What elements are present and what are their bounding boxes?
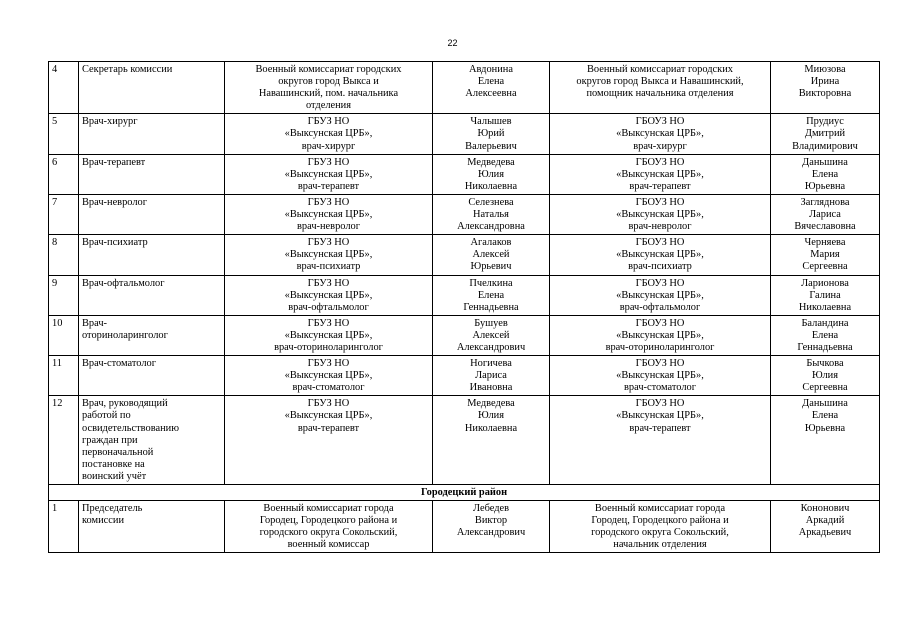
cell-line: Александрович xyxy=(456,341,526,353)
cell-line: Городец, Городецкого района и xyxy=(591,515,729,527)
reserve-organization-cell xyxy=(550,356,771,396)
cell-line: Загляднова xyxy=(800,196,850,208)
cell-line: Елена xyxy=(811,329,839,341)
reserve-member-name-cell xyxy=(771,114,880,154)
cell-line: ГБУЗ НО xyxy=(307,277,350,289)
row-number: 1 xyxy=(49,501,79,553)
main-member-name-cell xyxy=(433,194,550,234)
cell-line: врач-офтальмолог xyxy=(619,301,701,313)
cell-line: Юрьевна xyxy=(804,180,846,192)
cell-line: врач-хирург xyxy=(633,140,687,152)
cell-line: «Выксунская ЦРБ», xyxy=(284,209,373,221)
cell-line: врач-хирург xyxy=(301,140,356,152)
cell-line: Даньшина xyxy=(802,398,848,410)
row-number: 6 xyxy=(49,154,79,194)
main-organization-cell xyxy=(225,62,433,114)
cell-line: Елена xyxy=(477,289,505,301)
main-organization-cell xyxy=(225,275,433,315)
table-row xyxy=(49,356,880,396)
cell-line: Елена xyxy=(811,168,839,180)
cell-line: военный комиссар xyxy=(287,539,370,551)
cell-line: ГБОУЗ НО xyxy=(635,277,685,289)
cell-line: «Выксунская ЦРБ», xyxy=(616,168,704,180)
cell-line: Военный комиссариат городских xyxy=(255,64,402,75)
cell-line: Медведева xyxy=(467,398,515,410)
reserve-member-name-cell xyxy=(771,396,880,485)
cell-line: Елена xyxy=(811,410,839,422)
cell-line: Александровна xyxy=(457,221,525,233)
cell-line: Юлия xyxy=(477,168,505,180)
main-organization-cell xyxy=(225,315,433,355)
cell-line: Прудиус xyxy=(806,116,844,128)
cell-line: ГБУЗ НО xyxy=(307,237,350,249)
cell-line: Вячеславовна xyxy=(794,221,856,233)
row-number: 12 xyxy=(49,396,79,485)
cell-line: Селезнева xyxy=(468,196,514,208)
cell-line: ГБУЗ НО xyxy=(307,398,350,410)
cell-line: «Выксунская ЦРБ», xyxy=(616,289,704,301)
cell-line: врач-невролог xyxy=(297,221,360,233)
main-organization-cell xyxy=(225,235,433,275)
main-organization-cell xyxy=(225,114,433,154)
cell-line: «Выксунская ЦРБ», xyxy=(284,249,373,261)
cell-line: оториноларинголог xyxy=(82,329,168,341)
main-organization-cell xyxy=(225,194,433,234)
table-row xyxy=(49,501,880,553)
cell-line: комиссии xyxy=(82,515,124,527)
cell-line: Военный комиссариат города xyxy=(263,503,394,515)
cell-line: «Выксунская ЦРБ», xyxy=(616,370,704,382)
cell-line: врач-терапевт xyxy=(297,180,360,192)
cell-line: Навашинский, пом. начальника xyxy=(258,88,399,100)
role-cell xyxy=(79,154,225,194)
cell-line: Ивановна xyxy=(469,382,513,394)
cell-line: Секретарь комиссии xyxy=(82,64,173,75)
row-number: 7 xyxy=(49,194,79,234)
cell-line: Агалаков xyxy=(470,237,512,249)
cell-line: Александрович xyxy=(456,527,526,539)
cell-line: ГБУЗ НО xyxy=(307,358,350,370)
reserve-member-name-cell xyxy=(771,501,880,553)
cell-line: Геннадьевна xyxy=(463,301,519,313)
cell-line: Бушуев xyxy=(474,317,508,329)
cell-line: «Выксунская ЦРБ», xyxy=(616,249,704,261)
cell-line: ГБУЗ НО xyxy=(307,317,350,329)
reserve-member-name-cell xyxy=(771,235,880,275)
role-cell xyxy=(79,62,225,114)
main-member-name-cell xyxy=(433,275,550,315)
main-organization-cell xyxy=(225,396,433,485)
cell-line: Юлия xyxy=(811,370,839,382)
reserve-organization-cell xyxy=(550,235,771,275)
cell-line: врач-оториноларинголог xyxy=(274,341,383,353)
cell-line: Николаевна xyxy=(798,301,852,313)
cell-line: Мария xyxy=(810,249,840,261)
cell-line: отделения xyxy=(305,100,352,112)
cell-line: врач-психиатр xyxy=(628,261,692,273)
cell-line: врач-психиатр xyxy=(296,261,361,273)
cell-line: Юрьевич xyxy=(470,261,512,273)
cell-line: ГБОУЗ НО xyxy=(635,398,685,410)
cell-line: Лебедев xyxy=(472,503,510,515)
role-cell xyxy=(79,194,225,234)
cell-line: Николаевна xyxy=(464,422,518,434)
reserve-member-name-cell xyxy=(771,154,880,194)
reserve-member-name-cell xyxy=(771,62,880,114)
cell-line: «Выксунская ЦРБ», xyxy=(284,329,373,341)
role-cell xyxy=(79,235,225,275)
cell-line: Баландина xyxy=(801,317,849,329)
cell-line: Военный комиссариат города xyxy=(594,503,726,515)
cell-line: Алексей xyxy=(472,249,510,261)
commission-table xyxy=(48,61,880,553)
cell-line: врач-офтальмолог xyxy=(288,301,369,313)
reserve-organization-cell xyxy=(550,62,771,114)
cell-line: Чалышев xyxy=(470,116,512,128)
reserve-member-name-cell xyxy=(771,194,880,234)
cell-line: Аркадьевич xyxy=(798,527,852,539)
cell-line: Врач-невролог xyxy=(82,196,147,208)
cell-line: Наталья xyxy=(473,209,509,221)
cell-line: врач-терапевт xyxy=(297,422,360,434)
cell-line: врач-стоматолог xyxy=(292,382,365,394)
cell-line: граждан при xyxy=(82,434,138,446)
cell-line: «Выксунская ЦРБ», xyxy=(284,289,373,301)
cell-line: врач-терапевт xyxy=(629,422,691,434)
main-member-name-cell xyxy=(433,396,550,485)
cell-line: ГБУЗ НО xyxy=(307,196,350,208)
cell-line: Сергеевна xyxy=(802,261,848,273)
cell-line: врач-стоматолог xyxy=(624,382,696,394)
reserve-member-name-cell xyxy=(771,275,880,315)
cell-line: Авдонина xyxy=(469,64,513,75)
table-row xyxy=(49,114,880,154)
cell-line: ГБУЗ НО xyxy=(307,116,350,128)
row-number: 5 xyxy=(49,114,79,154)
role-cell xyxy=(79,501,225,553)
cell-line: Виктор xyxy=(474,515,508,527)
cell-line: Врач-офтальмолог xyxy=(82,277,165,289)
cell-line: Пчелкина xyxy=(469,277,513,289)
cell-line: ГБОУЗ НО xyxy=(635,317,685,329)
cell-line: «Выксунская ЦРБ», xyxy=(616,329,704,341)
cell-line: Медведева xyxy=(467,156,515,168)
table-row xyxy=(49,62,880,114)
cell-line: врач-терапевт xyxy=(629,180,691,192)
cell-line: Кононович xyxy=(800,503,850,515)
cell-line: работой по xyxy=(82,410,131,422)
cell-line: «Выксунская ЦРБ», xyxy=(284,370,373,382)
main-organization-cell xyxy=(225,356,433,396)
cell-line: городского округа Сокольский, xyxy=(259,527,398,539)
cell-line: Черняева xyxy=(804,237,846,249)
cell-line: воинский учёт xyxy=(82,470,147,482)
cell-line: Елена xyxy=(477,76,505,88)
cell-line: ГБОУЗ НО xyxy=(635,116,685,128)
cell-line: «Выксунская ЦРБ», xyxy=(284,410,373,422)
cell-line: Военный комиссариат городских xyxy=(587,64,733,75)
main-member-name-cell xyxy=(433,154,550,194)
role-cell xyxy=(79,356,225,396)
row-number: 11 xyxy=(49,356,79,396)
reserve-organization-cell xyxy=(550,275,771,315)
cell-line: ГБОУЗ НО xyxy=(635,196,685,208)
reserve-organization-cell xyxy=(550,396,771,485)
main-member-name-cell xyxy=(433,235,550,275)
commission-table-body xyxy=(49,62,880,553)
cell-line: Ларионова xyxy=(801,277,849,289)
cell-line: округов город Выкса и Навашинский, xyxy=(576,76,744,88)
cell-line: освидетельствованию xyxy=(82,422,179,434)
reserve-organization-cell xyxy=(550,194,771,234)
role-cell xyxy=(79,114,225,154)
cell-line: Николаевна xyxy=(464,180,518,192)
cell-line: Дмитрий xyxy=(804,128,846,140)
cell-line: Бычкова xyxy=(806,358,844,370)
cell-line: Врач- xyxy=(82,317,108,329)
main-member-name-cell xyxy=(433,356,550,396)
page-number: 22 xyxy=(447,38,458,48)
role-cell xyxy=(79,315,225,355)
cell-line: ГБУЗ НО xyxy=(307,156,350,168)
cell-line: Викторовна xyxy=(798,88,852,100)
cell-line: Юрий xyxy=(477,128,505,140)
table-row xyxy=(49,154,880,194)
cell-line: «Выксунская ЦРБ», xyxy=(284,168,373,180)
table-row xyxy=(49,235,880,275)
main-organization-cell xyxy=(225,501,433,553)
reserve-organization-cell xyxy=(550,154,771,194)
cell-line: Алексеевна xyxy=(465,88,517,100)
reserve-member-name-cell xyxy=(771,315,880,355)
main-member-name-cell xyxy=(433,62,550,114)
cell-line: Миюзова xyxy=(804,64,846,75)
main-organization-cell xyxy=(225,154,433,194)
row-number: 8 xyxy=(49,235,79,275)
cell-line: Городец, Городецкого района и xyxy=(259,515,398,527)
cell-line: постановке на xyxy=(82,458,145,470)
cell-line: «Выксунская ЦРБ», xyxy=(616,410,704,422)
reserve-member-name-cell xyxy=(771,356,880,396)
cell-line: округов город Выкса и xyxy=(278,76,379,88)
region-title: Городецкий район xyxy=(49,485,880,501)
cell-line: «Выксунская ЦРБ», xyxy=(616,209,704,221)
reserve-organization-cell xyxy=(550,114,771,154)
role-cell xyxy=(79,275,225,315)
cell-line: Ирина xyxy=(810,76,840,88)
cell-line: Лариса xyxy=(809,209,841,221)
cell-line: Владимирович xyxy=(792,140,858,152)
cell-line: Юлия xyxy=(477,410,505,422)
cell-line: Аркадий xyxy=(805,515,845,527)
cell-line: городского округа Сокольский, xyxy=(591,527,729,539)
role-cell xyxy=(79,396,225,485)
cell-line: Врач-психиатр xyxy=(82,237,148,249)
main-member-name-cell xyxy=(433,501,550,553)
cell-line: первоначальной xyxy=(82,446,154,458)
cell-line: «Выксунская ЦРБ», xyxy=(616,128,704,140)
table-row xyxy=(49,194,880,234)
main-member-name-cell xyxy=(433,114,550,154)
reserve-organization-cell xyxy=(550,315,771,355)
cell-line: Врач-хирург xyxy=(82,116,138,128)
cell-line: Сергеевна xyxy=(802,382,848,394)
main-member-name-cell xyxy=(433,315,550,355)
cell-line: врач-невролог xyxy=(628,221,692,233)
cell-line: Валерьевич xyxy=(465,140,517,152)
cell-line: ГБОУЗ НО xyxy=(635,358,685,370)
cell-line: Врач-стоматолог xyxy=(82,358,156,370)
cell-line: Врач, руководящий xyxy=(82,398,168,410)
row-number: 4 xyxy=(49,62,79,114)
cell-line: помощник начальника отделения xyxy=(586,88,734,100)
cell-line: Алексей xyxy=(472,329,510,341)
cell-line: Ногичева xyxy=(470,358,512,370)
row-number: 10 xyxy=(49,315,79,355)
cell-line: Геннадьевна xyxy=(797,341,853,353)
cell-line: Галина xyxy=(809,289,841,301)
cell-line: «Выксунская ЦРБ», xyxy=(284,128,373,140)
table-row xyxy=(49,315,880,355)
cell-line: начальник отделения xyxy=(613,539,707,551)
cell-line: врач-оториноларинголог xyxy=(605,341,715,353)
cell-line: Врач-терапевт xyxy=(82,156,146,168)
table-row xyxy=(49,275,880,315)
cell-line: Даньшина xyxy=(802,156,848,168)
table-row xyxy=(49,396,880,485)
region-header-row xyxy=(49,485,880,501)
cell-line: ГБОУЗ НО xyxy=(635,237,685,249)
reserve-organization-cell xyxy=(550,501,771,553)
cell-line: Лариса xyxy=(475,370,507,382)
row-number: 9 xyxy=(49,275,79,315)
cell-line: Председатель xyxy=(82,503,143,515)
cell-line: ГБОУЗ НО xyxy=(635,156,685,168)
cell-line: Юрьевна xyxy=(804,422,846,434)
